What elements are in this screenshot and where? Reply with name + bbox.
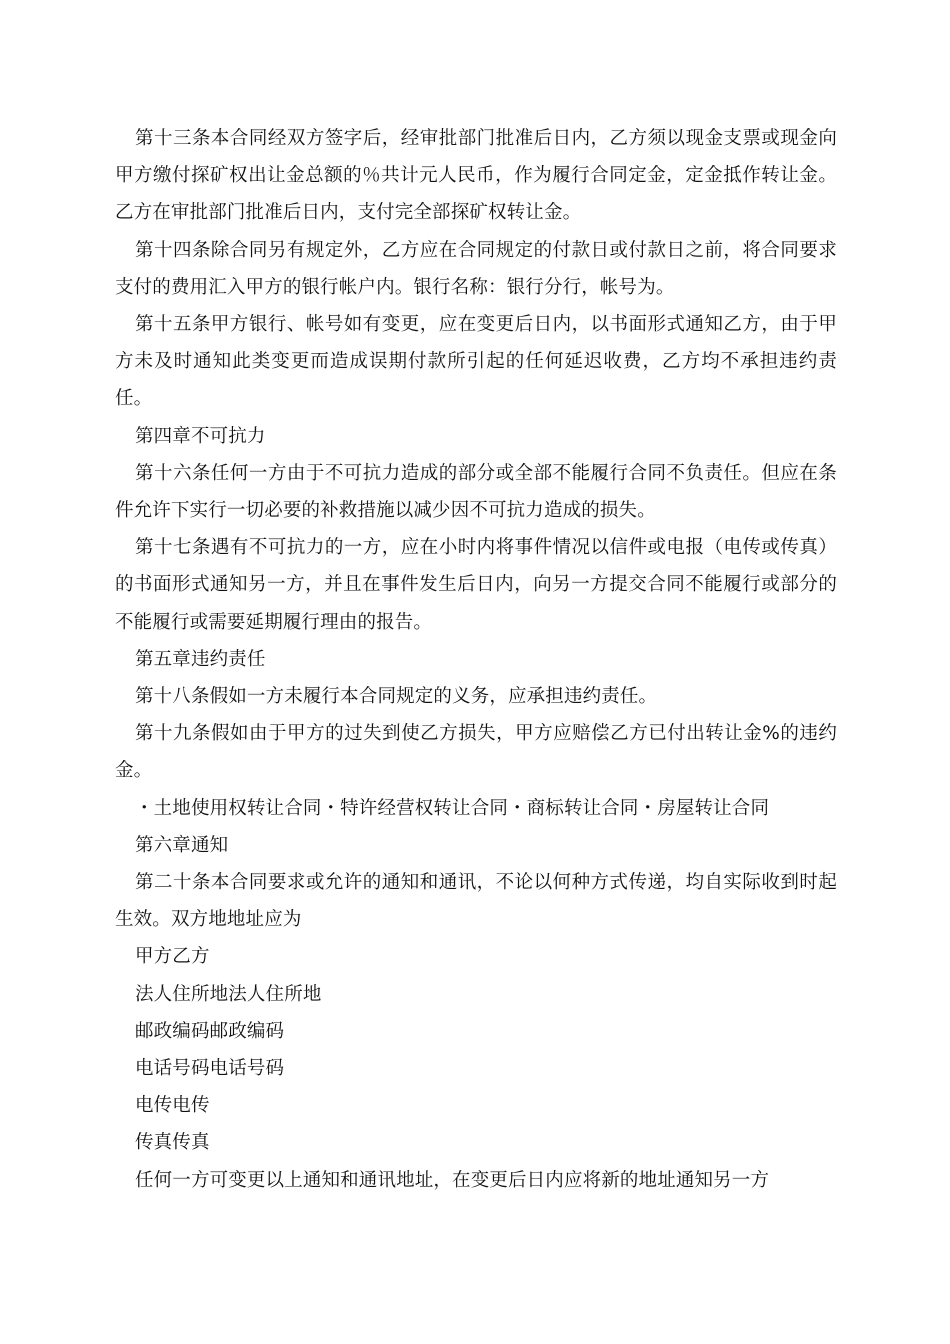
address-labels: 法人住所地法人住所地 xyxy=(135,983,322,1005)
chapter-6-heading: 第六章通知 xyxy=(135,834,229,856)
clause-19: 第十九条假如由于甲方的过失到使乙方损失，甲方应赔偿乙方已付出转让金%的违约金。 xyxy=(115,723,837,782)
chapter-4-heading: 第四章不可抗力 xyxy=(135,425,266,447)
address-change-clause: 任何一方可变更以上通知和通讯地址，在变更后日内应将新的地址通知另一方 xyxy=(135,1169,770,1191)
clause-18: 第十八条假如一方未履行本合同规定的义务，应承担违约责任。 xyxy=(135,686,658,708)
clause-20: 第二十条本合同要求或允许的通知和通讯，不论以何种方式传递，均自实际收到时起生效。双方地地址应为 xyxy=(115,872,837,931)
clause-13: 第十三条本合同经双方签字后，经审批部门批准后日内，乙方须以现金支票或现金向甲方缴付探矿权出让金总额的％共计元人民币，作为履行合同定金，定金抵作转让金。乙方在审批部门批准后日内，支付完全部探矿权转让金。 xyxy=(115,128,837,224)
clause-17: 第十七条遇有不可抗力的一方，应在小时内将事件情况以信件或电报（电传或传真）的书面形式通知另一方，并且在事件发生后日内，向另一方提交合同不能履行或部分的不能履行或需要延期履行理由的报告。 xyxy=(115,537,837,633)
telex-labels: 电传电传 xyxy=(135,1095,210,1117)
party-labels: 甲方乙方 xyxy=(135,946,210,968)
clause-14: 第十四条除合同另有规定外，乙方应在合同规定的付款日或付款日之前，将合同要求支付的费用汇入甲方的银行帐户内。银行名称：银行分行，帐号为。 xyxy=(115,239,837,298)
chapter-5-heading: 第五章违约责任 xyxy=(135,648,266,670)
clause-15: 第十五条甲方银行、帐号如有变更，应在变更后日内，以书面形式通知乙方，由于甲方未及时通知此类变更而造成误期付款所引起的任何延迟收费，乙方均不承担违约责任。 xyxy=(115,314,837,410)
fax-labels: 传真传真 xyxy=(135,1132,210,1154)
phone-labels: 电话号码电话号码 xyxy=(135,1058,285,1080)
related-contracts-line: ・土地使用权转让合同・特许经营权转让合同・商标转让合同・房屋转让合同 xyxy=(135,797,770,819)
postal-code-labels: 邮政编码邮政编码 xyxy=(135,1020,285,1042)
clause-16: 第十六条任何一方由于不可抗力造成的部分或全部不能履行合同不负责任。但应在条件允许下实行一切必要的补救措施以减少因不可抗力造成的损失。 xyxy=(115,462,837,522)
document-body xyxy=(115,120,837,1199)
